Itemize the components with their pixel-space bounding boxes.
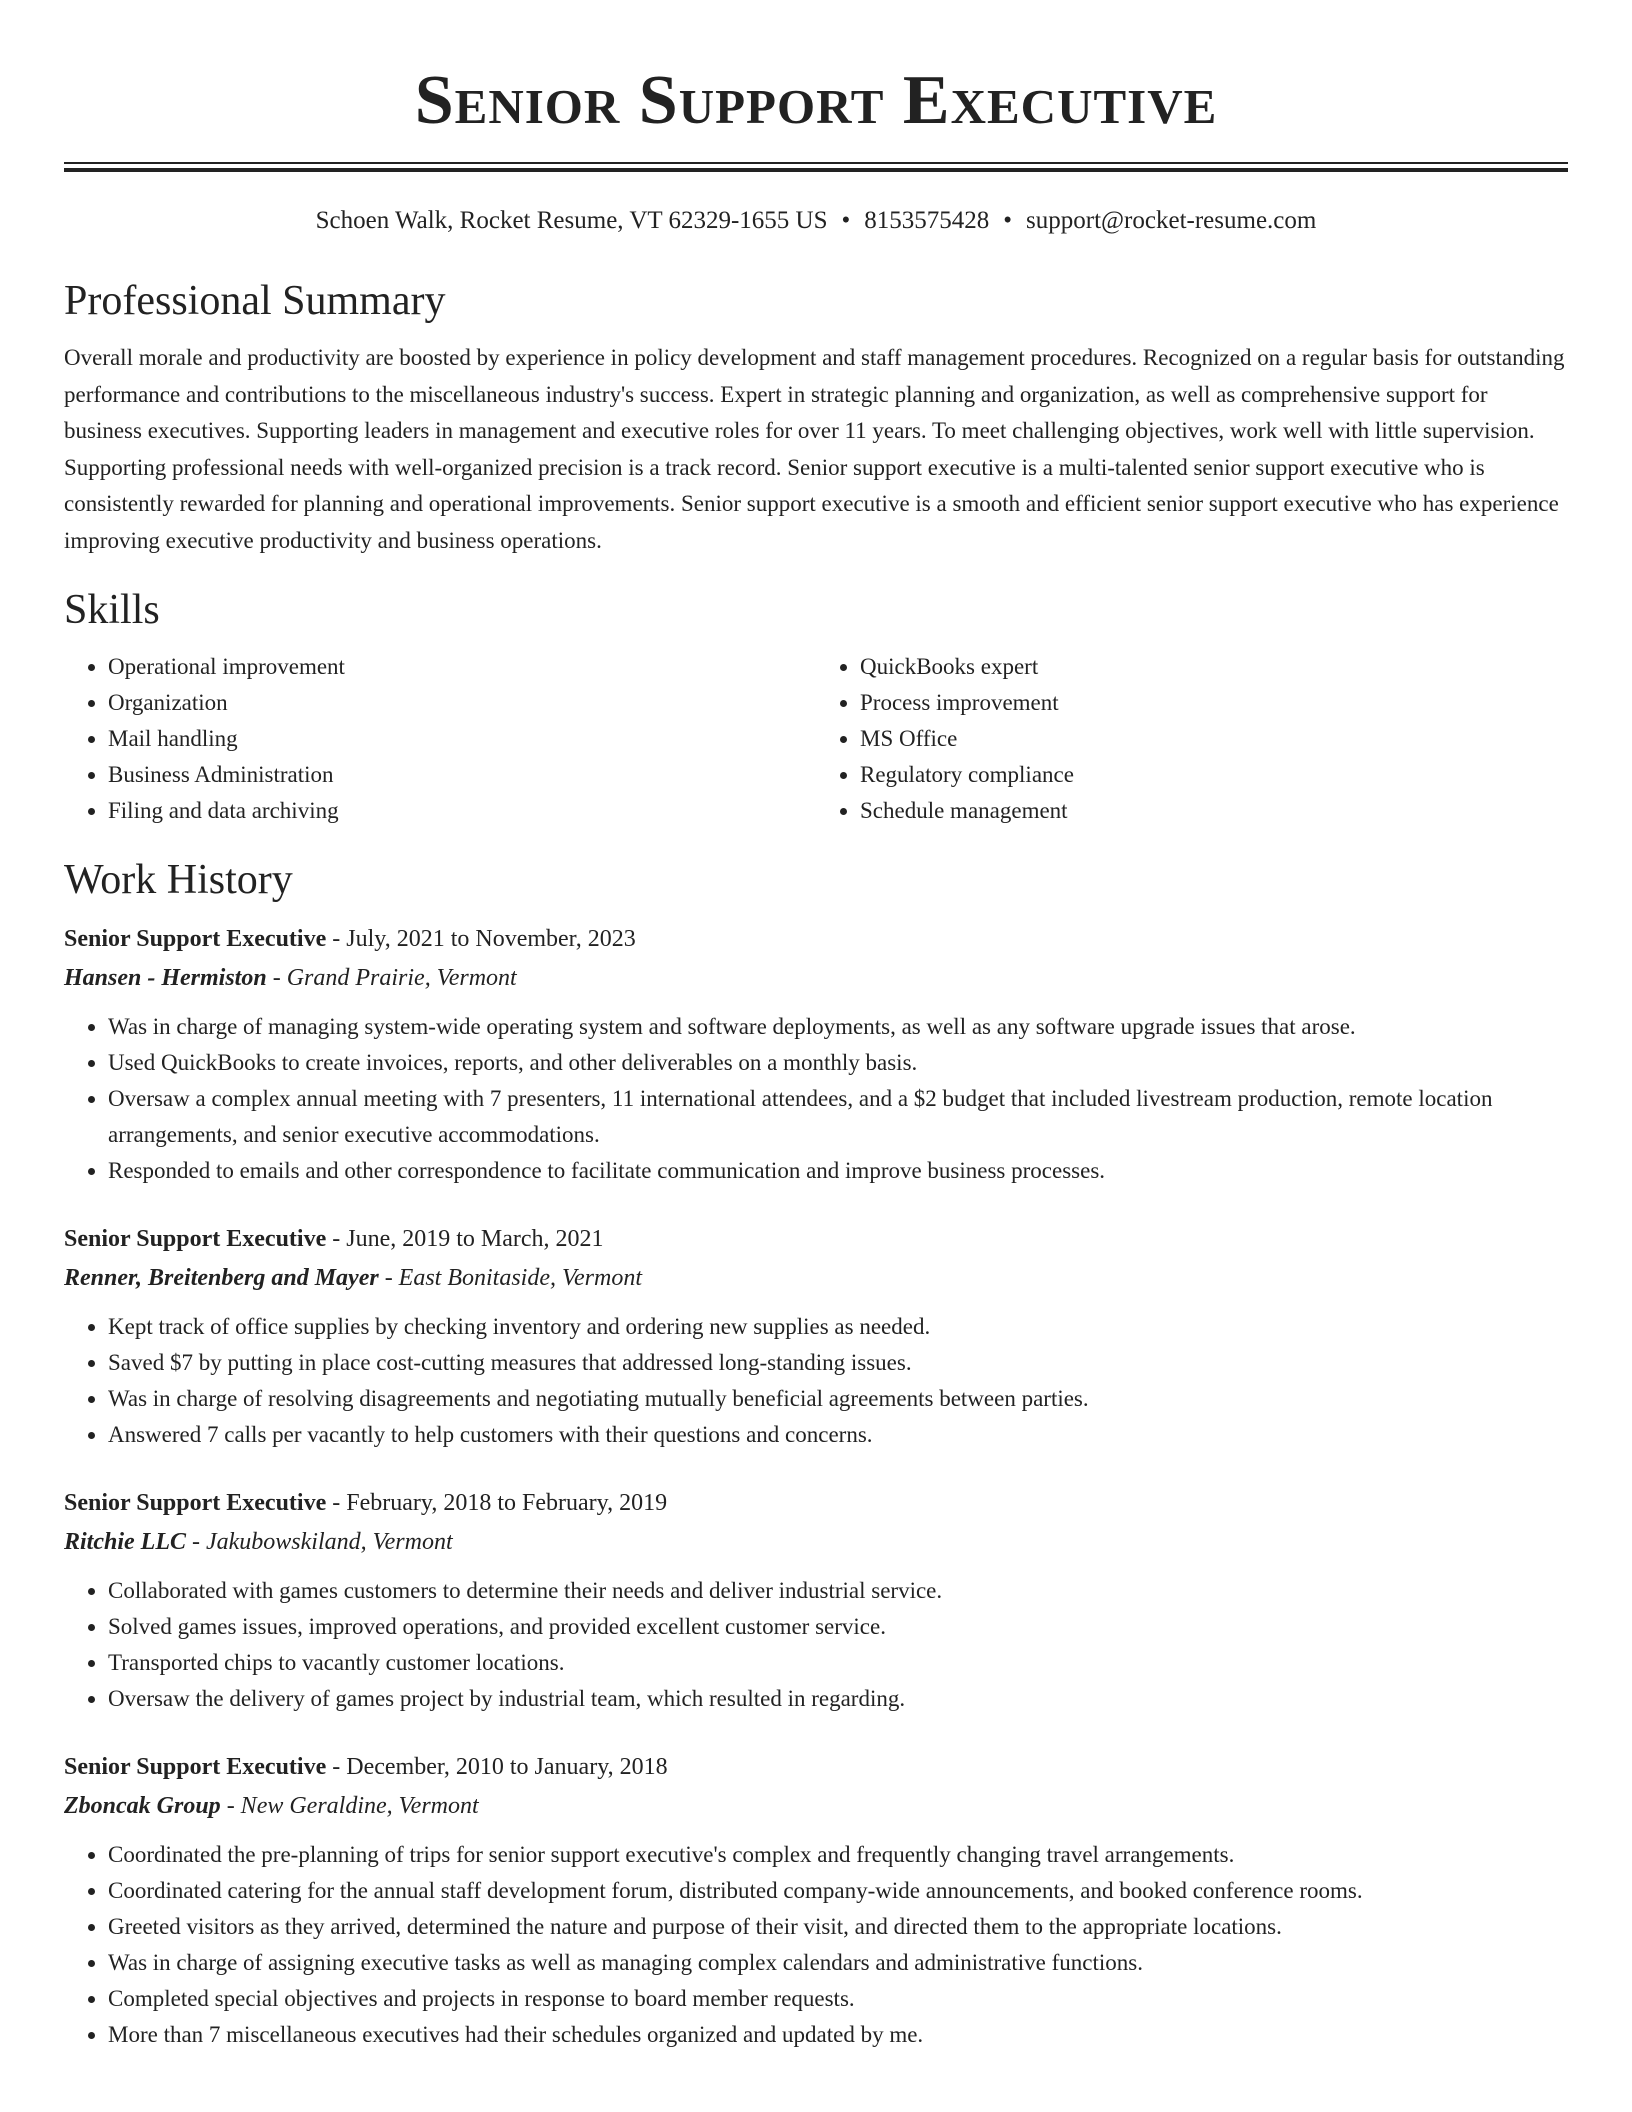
job-entry: [64, 919, 1568, 1189]
job-bullets: [64, 1309, 1568, 1453]
job-bullets: [64, 1837, 1568, 2053]
job-company: Renner, Breitenberg and Mayer: [64, 1265, 379, 1291]
job-company-line: [64, 959, 1568, 997]
skill-item: • Regulatory compliance: [860, 757, 1568, 793]
job-location: - Grand Prairie, Vermont: [266, 965, 517, 991]
skill-item: • Schedule management: [860, 793, 1568, 829]
section-heading-summary: Professional Summary: [64, 278, 446, 324]
job-dates: - July, 2021 to November, 2023: [326, 926, 636, 952]
job-location: - Jakubowskiland, Vermont: [186, 1529, 453, 1555]
contact-email: support@rocket-resume.com: [1026, 207, 1317, 234]
job-title-line: [64, 1747, 1568, 1787]
job-bullet: • Was in charge of assigning executive tasks as well as managing complex calendars and administrative functions.: [108, 1945, 1568, 1981]
job-title-line: [64, 919, 1568, 959]
job-bullet: • Solved games issues, improved operations, and provided excellent customer service.: [108, 1609, 1568, 1645]
job-title-line: [64, 1219, 1568, 1259]
job-dates: - February, 2018 to February, 2019: [326, 1490, 668, 1516]
skills-list: [64, 649, 1568, 829]
job-entry: [64, 1747, 1568, 2053]
job-bullet: • Used QuickBooks to create invoices, reports, and other deliverables on a monthly basis.: [108, 1045, 1568, 1081]
skill-item: • Mail handling: [108, 721, 816, 757]
job-bullet: • Kept track of office supplies by checking inventory and ordering new supplies as needed.: [108, 1309, 1568, 1345]
job-bullet: • Was in charge of managing system-wide operating system and software deployments, as well as any software upgrade issues that arose.: [108, 1009, 1568, 1045]
job-bullet: • Transported chips to vacantly customer locations.: [108, 1645, 1568, 1681]
job-title: Senior Support Executive: [64, 1490, 327, 1516]
job-company: Ritchie LLC: [64, 1529, 186, 1555]
job-bullet: • Oversaw a complex annual meeting with 7 presenters, 11 international attendees, and a $2 budget that included livestream production, remote location arrangements, and senior executive accommodations.: [108, 1081, 1568, 1153]
job-bullet: • Was in charge of resolving disagreements and negotiating mutually beneficial agreements between parties.: [108, 1381, 1568, 1417]
job-bullet: • Coordinated the pre-planning of trips for senior support executive's complex and frequently changing travel arrangements.: [108, 1837, 1568, 1873]
skills-column-left: [64, 649, 816, 829]
section-heading-skills: Skills: [64, 587, 160, 633]
contact-address: Schoen Walk, Rocket Resume, VT 62329-1655 US: [315, 207, 828, 234]
job-bullet: • Saved $7 by putting in place cost-cutting measures that addressed long-standing issues.: [108, 1345, 1568, 1381]
job-dates: - December, 2010 to January, 2018: [326, 1754, 668, 1780]
job-title: Senior Support Executive: [64, 1226, 327, 1252]
job-bullet: • More than 7 miscellaneous executives had their schedules organized and updated by me.: [108, 2017, 1568, 2053]
contact-separator: •: [1003, 207, 1013, 234]
skill-item: • Organization: [108, 685, 816, 721]
job-title: Senior Support Executive: [64, 926, 327, 952]
job-bullets: [64, 1573, 1568, 1717]
job-bullet: • Collaborated with games customers to determine their needs and deliver industrial service.: [108, 1573, 1568, 1609]
job-company: Hansen - Hermiston: [64, 965, 267, 991]
skill-item: • Process improvement: [860, 685, 1568, 721]
section-heading-work-history: Work History: [64, 857, 293, 903]
skill-item: • Operational improvement: [108, 649, 816, 685]
job-company: Zboncak Group: [64, 1793, 221, 1819]
contact-line: [64, 206, 1568, 236]
job-location: - New Geraldine, Vermont: [220, 1793, 479, 1819]
job-bullet: • Answered 7 calls per vacantly to help customers with their questions and concerns.: [108, 1417, 1568, 1453]
header-double-rule: [64, 162, 1568, 172]
job-company-line: [64, 1523, 1568, 1561]
skill-item: • Business Administration: [108, 757, 816, 793]
job-bullets: [64, 1009, 1568, 1189]
resume-name: Senior Support Executive: [414, 62, 1218, 139]
job-bullet: • Oversaw the delivery of games project by industrial team, which resulted in regarding.: [108, 1681, 1568, 1717]
job-dates: - June, 2019 to March, 2021: [326, 1226, 604, 1252]
job-title: Senior Support Executive: [64, 1754, 327, 1780]
summary-text: Overall morale and productivity are boosted by experience in policy development and staff management procedures. Recognized on a regular basis for outstanding performance and contributions to the miscellaneous industry's success. Expert in strategic planning and organization, as well as comprehensive support for business executives. Supporting leaders in management and executive roles for over 11 years. To meet challenging objectives, work well with little supervision. Supporting professional needs with well-organized precision is a track record. Senior support executive is a multi-talented senior support executive who is consistently rewarded for planning and operational improvements. Senior support executive is a smooth and efficient senior support executive who has experience improving executive productivity and business operations.: [64, 345, 1565, 553]
skill-item: • QuickBooks expert: [860, 649, 1568, 685]
job-bullet: • Responded to emails and other correspondence to facilitate communication and improve business processes.: [108, 1153, 1568, 1189]
job-entry: [64, 1483, 1568, 1717]
contact-phone: 8153575428: [864, 207, 990, 234]
job-company-line: [64, 1787, 1568, 1825]
contact-separator: •: [841, 207, 851, 234]
job-bullet: • Coordinated catering for the annual staff development forum, distributed company-wide announcements, and booked conference rooms.: [108, 1873, 1568, 1909]
skill-item: • Filing and data archiving: [108, 793, 816, 829]
job-entry: [64, 1219, 1568, 1453]
job-title-line: [64, 1483, 1568, 1523]
job-location: - East Bonitaside, Vermont: [378, 1265, 642, 1291]
job-bullet: • Greeted visitors as they arrived, determined the nature and purpose of their visit, and directed them to the appropriate locations.: [108, 1909, 1568, 1945]
job-company-line: [64, 1259, 1568, 1297]
job-bullet: • Completed special objectives and projects in response to board member requests.: [108, 1981, 1568, 2017]
skill-item: • MS Office: [860, 721, 1568, 757]
skills-column-right: [816, 649, 1568, 829]
